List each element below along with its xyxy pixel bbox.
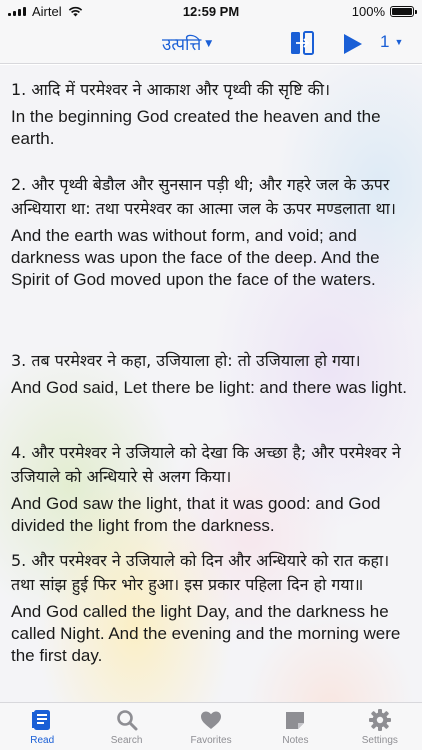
verse-hindi: 2. और पृथ्वी बेडौल और सुनसान पड़ी थी; और गहरे जल के ऊपर अन्धियारा था: तथा परमेश्वर का आत्मा जल के ऊपर मण्डलाता था। [11,175,396,218]
tab-bar [0,702,422,750]
verse-5[interactable] [11,549,411,667]
verse-content[interactable] [0,65,422,702]
gear-icon [368,708,392,732]
tab-search[interactable] [84,703,168,750]
battery-percent: 100% [351,3,385,19]
verse-english: In the beginning God created the heaven and the earth. [11,107,381,148]
verse-hindi: 4. और परमेश्वर ने उजियाले को देखा कि अच्छा है; और परमेश्वर ने उजियाले को अन्धियारे से अलग किया। [11,443,401,486]
book-icon [30,708,54,732]
verse-3[interactable] [11,349,411,399]
verse-2[interactable] [11,173,411,291]
book-title: उत्पत्ति [162,35,202,55]
chapter-selector[interactable] [380,32,403,52]
search-icon [115,708,139,732]
tab-label: Search [110,735,143,746]
verse-english: And God called the light Day, and the darkness he called Night. And the evening and the morning were the first day. [11,602,401,665]
book-selector[interactable] [162,32,212,55]
verse-hindi: 5. और परमेश्वर ने उजियाले को दिन और अन्धियारे को रात कहा। तथा सांझ हुई फिर भोर हुआ। इस प्रकार पहिला दिन हो गया॥ [11,551,390,594]
status-left [8,4,83,19]
chapter-number: 1 [380,32,390,51]
verse-english: And God said, Let there be light: and there was light. [11,378,407,397]
notes-icon [283,708,307,732]
parallel-view-icon[interactable] [290,30,314,56]
verse-english: And God saw the light, that it was good: and God divided the light from the darkness. [11,494,381,535]
battery-icon [390,6,414,17]
status-time: 12:59 PM [182,3,240,19]
tab-label: Favorites [190,735,232,746]
tab-settings[interactable] [338,703,422,750]
chevron-down-icon: ▼ [205,38,213,49]
tab-label: Settings [361,735,398,746]
tab-label: Notes [282,735,309,746]
tab-favorites[interactable] [169,703,253,750]
heart-icon [199,708,223,732]
verse-hindi: 3. तब परमेश्वर ने कहा, उजियाला हो: तो उजियाला हो गया। [11,351,361,370]
play-icon[interactable] [341,33,363,55]
signal-icon [8,6,26,16]
verse-4[interactable] [11,441,411,537]
tab-label: Read [30,735,55,746]
status-right [352,4,414,19]
verse-1[interactable] [11,78,411,150]
tab-read[interactable] [0,703,84,750]
verse-hindi: 1. आदि में परमेश्वर ने आकाश और पृथ्वी की सृष्टि की। [11,80,331,99]
carrier-label: Airtel [32,3,62,19]
wifi-icon [68,6,83,17]
status-bar [0,0,422,22]
chevron-down-icon: ▼ [394,37,404,47]
verse-english: And the earth was without form, and void; and darkness was upon the face of the deep. And the Spirit of God moved upon the face of the waters. [11,226,380,289]
nav-bar [0,22,422,64]
tab-notes[interactable] [253,703,337,750]
